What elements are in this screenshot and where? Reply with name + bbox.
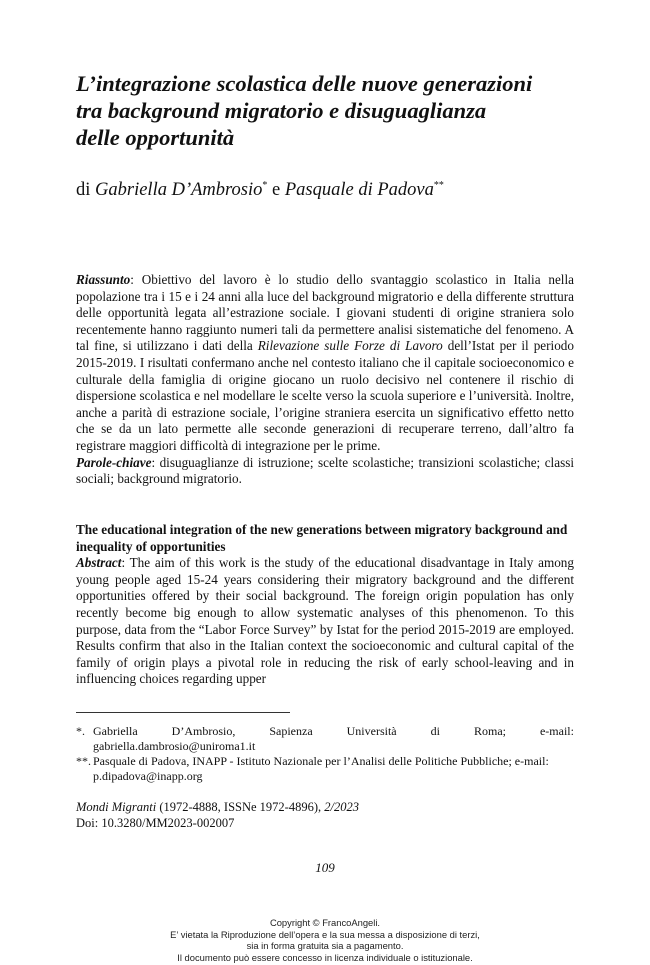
riassunto-section — [76, 272, 574, 488]
title-line: tra background migratorio e disuguaglianza — [76, 98, 487, 123]
footnote-1-email: gabriella.dambrosio@uniroma1.it — [93, 739, 256, 753]
journal-citation — [76, 800, 574, 816]
journal-info — [76, 800, 574, 831]
copyright-line: sia in forma gratuita sia a pagamento. — [246, 940, 404, 952]
journal-name: Mondi Migranti — [76, 800, 157, 814]
copyright-line: Copyright © FrancoAngeli. — [269, 917, 381, 928]
riassunto-survey-name: Rilevazione sulle Forze di Lavoro — [257, 338, 443, 354]
article-title — [76, 70, 586, 151]
authors-prefix: di — [76, 180, 91, 200]
parole-chiave-label: Parole-chiave — [76, 454, 152, 470]
footnotes — [76, 724, 574, 784]
abstract-text: : The aim of this work is the study of the educational disadvantage in Italy among young people aged 15-24 years considering their migratory background and the different opportunities offered by their social background. The foreign origin population has only recently become big enough to allow systematic analyses of this phenomenon. To this purpose, data from the “Labor Force Survey” by Istat for the period 2015-2019 are employed. Results confirm that also in the Italian context the socioeconomic and cultural capital of the family of origin plays a pivotal role in reducing the risk of early school-leaving and in influencing choices regarding upper — [76, 555, 574, 687]
title-line: L’integrazione scolastica delle nuove generazioni — [76, 71, 533, 96]
english-abstract-section — [76, 522, 574, 688]
footnote-2-mark: **. — [76, 754, 91, 768]
authors-conjunction: e — [272, 180, 281, 200]
english-title: The educational integration of the new generations between migratory background and inequality of opportunities — [76, 522, 568, 554]
footnote-1-mark: *. — [76, 724, 85, 738]
parole-chiave-text: : disuguaglianze di istruzione; scelte scolastiche; transizioni scolastiche; classi sociali; background migratorio. — [76, 454, 574, 487]
parole-chiave-paragraph — [76, 455, 574, 488]
copyright-line: Il documento può essere concesso in licenza individuale o istituzionale. — [177, 951, 473, 963]
author-1-footnote-mark: * — [262, 180, 268, 191]
title-line: delle opportunità — [76, 125, 235, 150]
copyright-notice — [0, 917, 650, 963]
author-1: Gabriella D’Ambrosio — [95, 180, 263, 200]
footnote-divider — [76, 712, 290, 713]
journal-doi: Doi: 10.3280/MM2023-002007 — [76, 815, 235, 830]
abstract-paragraph — [76, 555, 574, 688]
author-2-footnote-mark: ** — [433, 180, 444, 191]
authors-line — [76, 174, 586, 202]
footnote-2 — [76, 754, 574, 784]
riassunto-text-2: dell’Istat per il periodo 2015-2019. I risultati confermano anche nel contesto italiano che il capitale socioeconomico e culturale della famiglia di origine giocano un ruolo decisivo nel contenere il rischio di dispersione scolastica e nel modellare le scelte verso la scuola superiore e l’università. Inoltre, anche a parità di estrazione sociale, l’origine straniera esercita un significativo effetto netto che se da un lato permette alle seconde generazioni di recuperare terreno, dall’altro fa registrare maggiori difficoltà di integrazione per le prime. — [76, 338, 574, 453]
journal-issn: (1972-4888, ISSNe 1972-4896), — [156, 800, 325, 814]
page-number: 109 — [315, 860, 335, 875]
footnote-1 — [76, 724, 574, 754]
author-2: Pasquale di Padova — [284, 180, 434, 200]
riassunto-label: Riassunto — [76, 272, 131, 287]
riassunto-text-1: : Obiettivo del lavoro è lo studio dello svantaggio scolastico in Italia nella popolazione tra i 15 e i 24 anni alla luce del background migratorio e della differente struttura delle opportunità legata all’estrazione sociale. I giovani studenti di origine straniera solo recentemente hanno raggiunto numeri tali da permettere analisi sistematiche del fenomeno. A tal fine, si utilizzano i dati della — [76, 272, 574, 354]
copyright-line: E’ vietata la Riproduzione dell’opera e la sua messa a disposizione di terzi, — [170, 928, 480, 940]
journal-issue: 2/2023 — [324, 800, 359, 814]
riassunto-paragraph — [76, 272, 574, 455]
footnote-1-line-1: Gabriella D’Ambrosio, Sapienza Università di Roma; e-mail: — [93, 724, 574, 738]
abstract-label: Abstract — [76, 555, 122, 571]
footnote-2-text: Pasquale di Padova, INAPP - Istituto Nazionale per l’Analisi delle Politiche Pubbliche; e-mail: p.dipadova@inapp.org — [93, 754, 549, 783]
